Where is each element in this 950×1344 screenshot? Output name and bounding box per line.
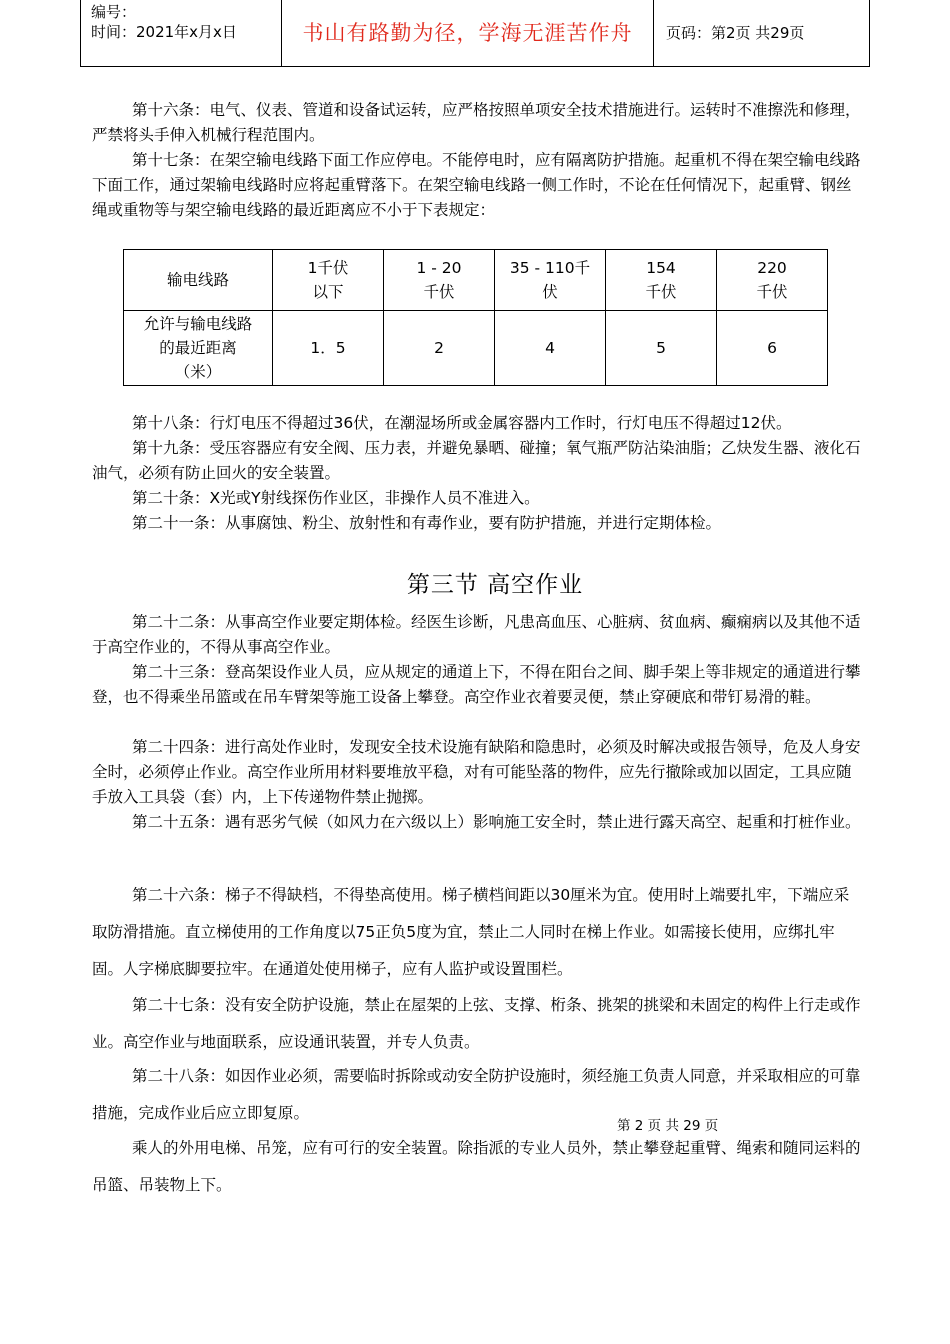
article-22: 第二十二条：从事高空作业要定期体检。经医生诊断，凡患高血压、心脏病、贫血病、癫痫病以及其他不适于高空作业的，不得从事高空作业。 [92, 613, 861, 656]
footer-page-number: 第 2 页 共 29 页 [617, 1118, 719, 1134]
article-20: 第二十条：X光或Y射线探伤作业区，非操作人员不准进入。 [132, 489, 540, 507]
article-18: 第十八条：行灯电压不得超过36伏，在潮湿场所或金属容器内工作时，行灯电压不得超过12伏。 [132, 414, 792, 432]
article-16: 第十六条：电气、仪表、管道和设备试运转，应严格按照单项安全技术措施进行。运转时不准擦洗和修理，严禁将头手伸入机械行程范围内。 [92, 101, 861, 144]
table-cell: 1．5 [273, 311, 384, 386]
table-row [124, 250, 828, 311]
header-divider [653, 0, 654, 66]
article-27: 第二十七条：没有安全防护设施，禁止在屋架的上弦、支撑、桁条、挑架的挑梁和未固定的构件上行走或作业。高空作业与地面联系，应设通讯装置，并专人负责。 [92, 996, 861, 1051]
table-cell: 220 千伏 [717, 250, 828, 311]
article-25: 第二十五条：遇有恶劣气候（如风力在六级以上）影响施工安全时，禁止进行露天高空、起重和打桩作业。 [132, 813, 861, 831]
closing-paragraph: 乘人的外用电梯、吊笼，应有可行的安全装置。除指派的专业人员外，禁止攀登起重臂、绳索和随同运料的吊篮、吊装物上下。 [92, 1139, 861, 1194]
table-cell: 4 [495, 311, 606, 386]
article-28: 第二十八条：如因作业必须，需要临时拆除或动安全防护设施时，须经施工负责人同意，并采取相应的可靠措施，完成作业后应立即复原。 [92, 1067, 861, 1122]
article-19: 第十九条：受压容器应有安全阀、压力表，并避免暴晒、碰撞；氧气瓶严防沾染油脂；乙炔发生器、液化石油气，必须有防止回火的安全装置。 [92, 439, 861, 482]
article-26: 第二十六条：梯子不得缺档，不得垫高使用。梯子横档间距以30厘米为宜。使用时上端要扎牢，下端应采取防滑措施。直立梯使用的工作角度以75正负5度为宜，禁止二人同时在梯上作业。如需接长使用，应绑扎牢固。人字梯底脚要拉牢。在通道处使用梯子，应有人监护或设置围栏。 [92, 886, 850, 978]
table-cell: 35 - 110千 伏 [495, 250, 606, 311]
serial-label: 编号： [91, 3, 137, 21]
article-21: 第二十一条：从事腐蚀、粉尘、放射性和有毒作业，要有防护措施，并进行定期体检。 [132, 514, 722, 532]
table-row-label: 允许与输电线路 的最近距离 （米） [124, 311, 273, 386]
table-cell: 2 [384, 311, 495, 386]
table-cell: 154 千伏 [606, 250, 717, 311]
table-row [124, 311, 828, 386]
header-motto: 书山有路勤为径，学海无涯苦作舟 [302, 21, 633, 45]
table-header-cell: 输电线路 [124, 250, 273, 311]
table-cell: 1千伏 以下 [273, 250, 384, 311]
distance-table [123, 249, 828, 386]
table-cell: 5 [606, 311, 717, 386]
header-page-info: 页码：第2页 共29页 [666, 24, 805, 42]
article-23: 第二十三条：登高架设作业人员，应从规定的通道上下，不得在阳台之间、脚手架上等非规定的通道进行攀登，也不得乘坐吊篮或在吊车臂架等施工设备上攀登。高空作业衣着要灵便，禁止穿硬底和带钉易滑的鞋。 [92, 663, 861, 706]
header-meta [91, 2, 237, 42]
section-title: 第三节 高空作业 [406, 572, 584, 598]
table-cell: 1 - 20 千伏 [384, 250, 495, 311]
table-cell: 6 [717, 311, 828, 386]
page-header [80, 0, 870, 67]
article-17: 第十七条：在架空输电线路下面工作应停电。不能停电时，应有隔离防护措施。起重机不得在架空输电线路下面工作，通过架输电线路时应将起重臂落下。在架空输电线路一侧工作时，不论在任何情况下，起重臂、钢丝绳或重物等与架空输电线路的最近距离应不小于下表规定： [92, 151, 861, 219]
time-label: 时间：2021年x月x日 [91, 23, 237, 41]
article-24: 第二十四条：进行高处作业时，发现安全技术设施有缺陷和隐患时，必须及时解决或报告领导，危及人身安全时，必须停止作业。高空作业所用材料要堆放平稳，对有可能坠落的物件，应先行撤除或加以固定，工具应随手放入工具袋（套）内，上下传递物件禁止抛掷。 [92, 738, 861, 806]
